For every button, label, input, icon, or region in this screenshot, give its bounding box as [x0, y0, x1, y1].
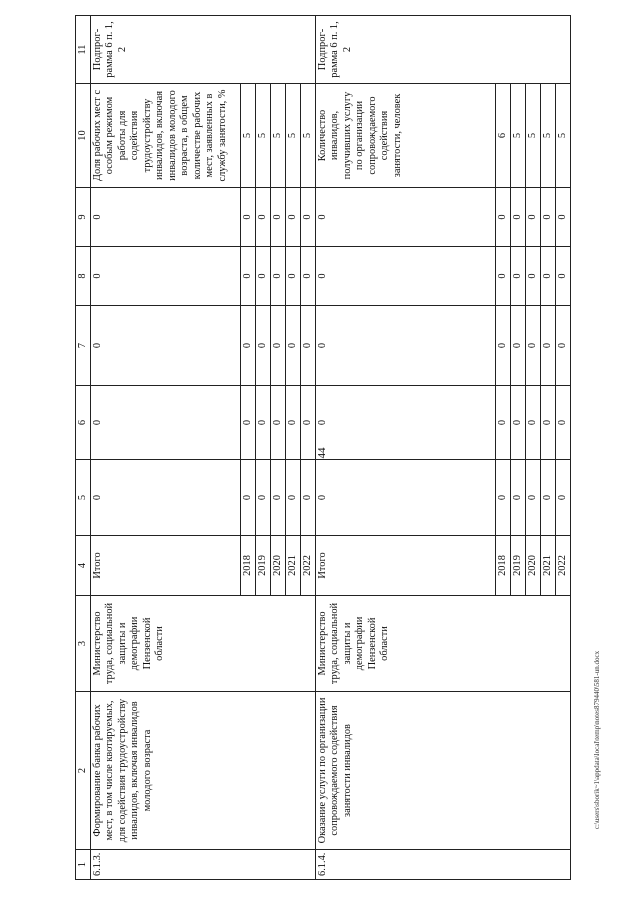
- year-value: 0: [541, 188, 556, 247]
- year-value: 0: [496, 247, 511, 306]
- year-value: 0: [286, 386, 301, 460]
- year-label: 2019: [256, 536, 271, 596]
- year-value: 0: [286, 306, 301, 386]
- col-number: 8: [76, 247, 91, 306]
- year-value: 0: [271, 188, 286, 247]
- page-number: 44: [316, 447, 328, 459]
- program-activities-table: [75, 15, 571, 880]
- col-number: 1: [76, 850, 91, 880]
- year-value: 0: [271, 386, 286, 460]
- year-value: 0: [271, 460, 286, 536]
- year-value: 0: [241, 386, 256, 460]
- year-value: 0: [556, 386, 571, 460]
- year-value: 0: [556, 247, 571, 306]
- year-value: 0: [556, 306, 571, 386]
- year-label: 2018: [241, 536, 256, 596]
- year-value: 0: [256, 460, 271, 536]
- year-value: 0: [526, 460, 541, 536]
- activity-row: [91, 16, 241, 880]
- total-label: Итого: [91, 536, 241, 596]
- year-value: 0: [496, 306, 511, 386]
- year-indicator: 5: [301, 84, 316, 188]
- total-value: 0: [91, 247, 241, 306]
- total-value: 0: [316, 247, 496, 306]
- rotated-table-area: [75, 16, 580, 880]
- total-value: 0: [316, 306, 496, 386]
- year-value: 0: [286, 460, 301, 536]
- total-value: 0: [316, 188, 496, 247]
- year-indicator: 5: [256, 84, 271, 188]
- year-value: 0: [286, 247, 301, 306]
- year-value: 0: [511, 306, 526, 386]
- total-value: 0: [91, 306, 241, 386]
- activity-description: Оказание услуги по организации сопровождаемого содействия занятости инвалидов: [316, 692, 571, 850]
- col-number: 5: [76, 460, 91, 536]
- year-value: 0: [541, 306, 556, 386]
- year-value: 0: [511, 247, 526, 306]
- year-value: 0: [511, 188, 526, 247]
- footer-file-path: c:\users\sborik~1\appdata\local\temp\notes879440\581-un.docx: [593, 650, 601, 830]
- year-value: 0: [241, 460, 256, 536]
- year-value: 0: [301, 386, 316, 460]
- year-value: 0: [496, 386, 511, 460]
- table-body: [76, 16, 571, 880]
- activity-executor: Министерство труда, социальной защиты и демографии Пензенской области: [91, 596, 316, 692]
- year-label: 2022: [301, 536, 316, 596]
- col-number: 11: [76, 16, 91, 84]
- year-value: 0: [526, 306, 541, 386]
- year-label: 2020: [271, 536, 286, 596]
- year-value: 0: [496, 460, 511, 536]
- year-indicator: 5: [241, 84, 256, 188]
- year-indicator: 5: [511, 84, 526, 188]
- total-value: 0: [316, 386, 496, 460]
- total-label: Итого: [316, 536, 496, 596]
- indicator-text: Количество инвалидов, получивших услугу по организации сопровождаемого содействия занятости, человек: [316, 84, 496, 188]
- year-value: 0: [511, 386, 526, 460]
- total-value: 0: [91, 188, 241, 247]
- year-value: 0: [541, 247, 556, 306]
- activity-row: [316, 16, 496, 880]
- year-value: 0: [496, 188, 511, 247]
- year-indicator: 5: [526, 84, 541, 188]
- year-value: 0: [241, 188, 256, 247]
- column-number-row: [76, 16, 91, 880]
- year-indicator: 5: [286, 84, 301, 188]
- year-label: 2019: [511, 536, 526, 596]
- year-value: 0: [301, 188, 316, 247]
- col-number: 4: [76, 536, 91, 596]
- year-value: 0: [271, 306, 286, 386]
- year-indicator: 5: [541, 84, 556, 188]
- total-value: 0: [91, 386, 241, 460]
- total-value: 0: [316, 460, 496, 536]
- year-indicator: 5: [271, 84, 286, 188]
- activity-description: Формирование банка рабочих мест, в том числе квотируемых, для содействия трудоустройству инвалидов, включая инвалидов молодого возраста: [91, 692, 316, 850]
- year-value: 0: [541, 386, 556, 460]
- year-value: 0: [256, 247, 271, 306]
- year-value: 0: [241, 306, 256, 386]
- year-label: 2018: [496, 536, 511, 596]
- year-value: 0: [301, 460, 316, 536]
- year-value: 0: [526, 247, 541, 306]
- col-number: 9: [76, 188, 91, 247]
- activity-code: 6.1.4.: [316, 850, 571, 880]
- activity-executor: Министерство труда, социальной защиты и демографии Пензенской области: [316, 596, 571, 692]
- year-value: 0: [301, 247, 316, 306]
- year-value: 0: [541, 460, 556, 536]
- year-value: 0: [241, 247, 256, 306]
- year-value: 0: [256, 188, 271, 247]
- year-label: 2021: [286, 536, 301, 596]
- indicator-text: Доля рабочих мест с особым режимом работы для содействия трудоустройству инвалидов, включая инвалидов молодого возраста, в общем количестве рабочих мест, заявленных в службу занятости, %: [91, 84, 241, 188]
- year-label: 2021: [541, 536, 556, 596]
- activity-code: 6.1.3.: [91, 850, 316, 880]
- program-link: Подпрог-рамма 6 п. 1, 2: [316, 16, 571, 84]
- program-link: Подпрог-рамма 6 п. 1, 2: [91, 16, 316, 84]
- year-indicator: 5: [556, 84, 571, 188]
- year-value: 0: [526, 386, 541, 460]
- col-number: 2: [76, 692, 91, 850]
- col-number: 3: [76, 596, 91, 692]
- year-value: 0: [256, 306, 271, 386]
- col-number: 6: [76, 386, 91, 460]
- year-value: 0: [256, 386, 271, 460]
- year-value: 0: [556, 460, 571, 536]
- year-value: 0: [301, 306, 316, 386]
- year-value: 0: [271, 247, 286, 306]
- total-value: 0: [91, 460, 241, 536]
- col-number: 7: [76, 306, 91, 386]
- year-indicator: 6: [496, 84, 511, 188]
- year-value: 0: [526, 188, 541, 247]
- year-label: 2020: [526, 536, 541, 596]
- year-value: 0: [286, 188, 301, 247]
- year-value: 0: [511, 460, 526, 536]
- col-number: 10: [76, 84, 91, 188]
- year-label: 2022: [556, 536, 571, 596]
- year-value: 0: [556, 188, 571, 247]
